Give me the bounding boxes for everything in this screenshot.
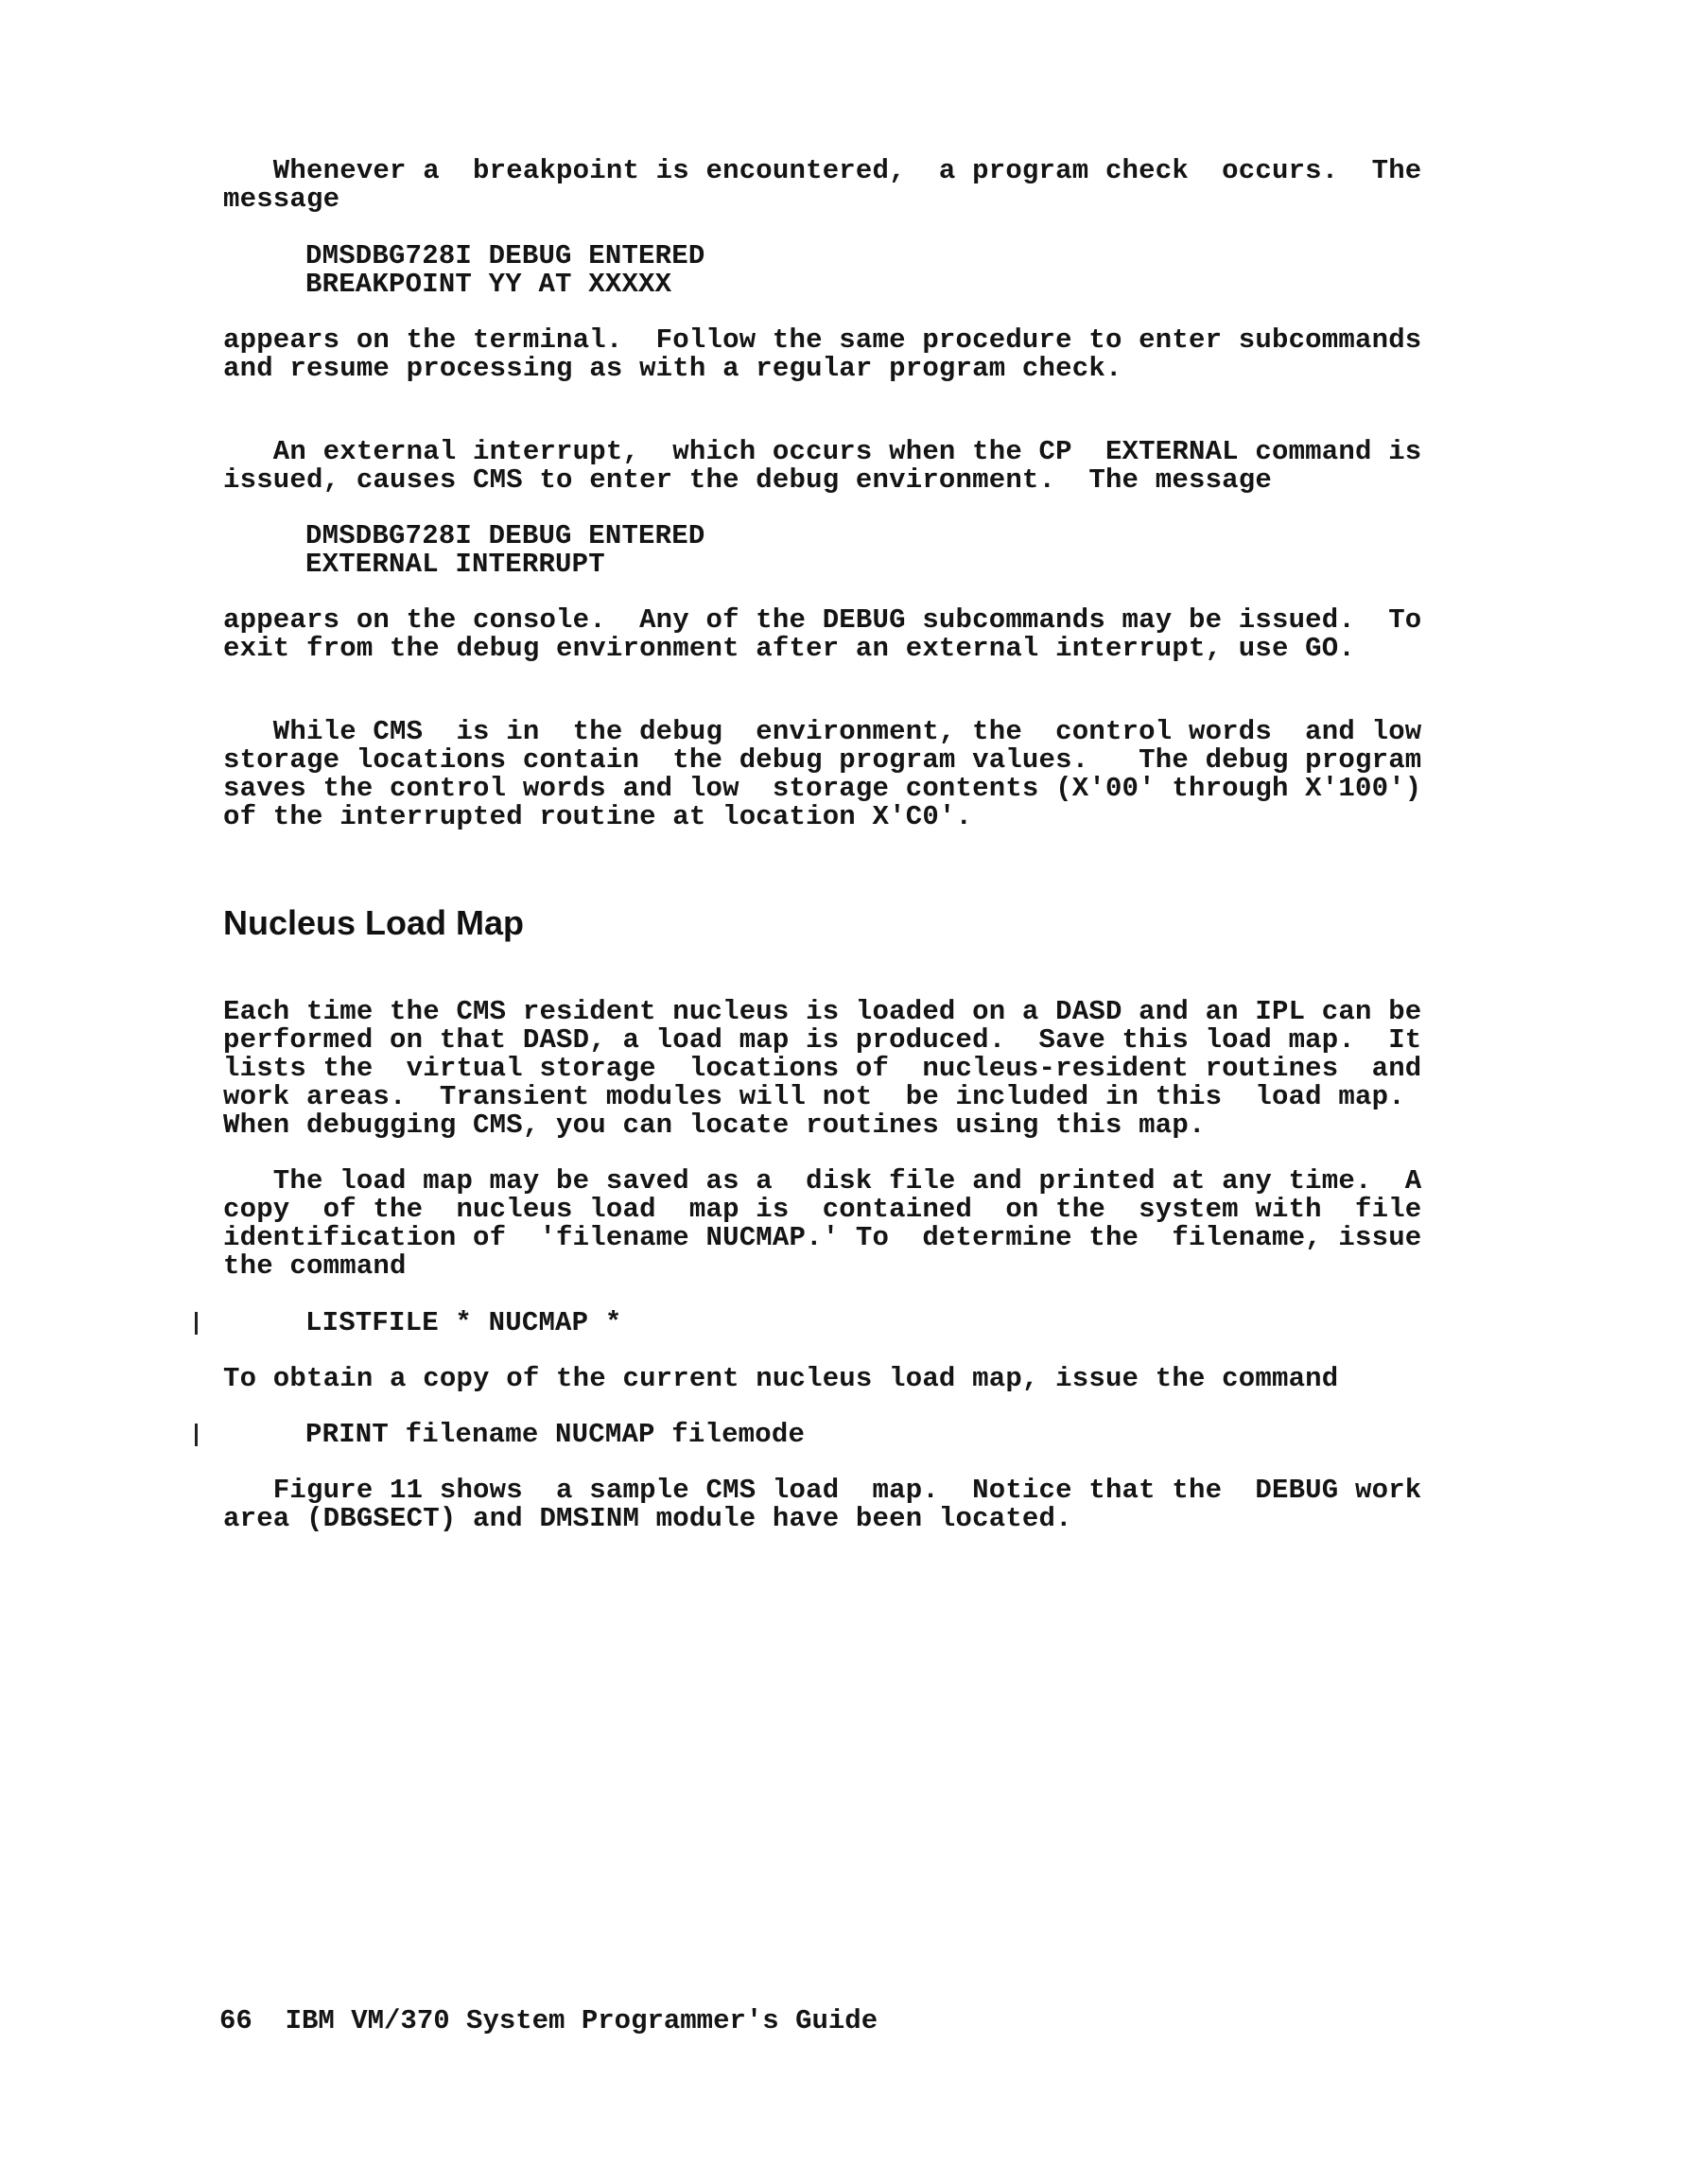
para4-line-2: performed on that DASD, a load map is produced. Save this load map. It bbox=[223, 1024, 1422, 1056]
para3-line-1: While CMS is in the debug environment, the control words and low bbox=[223, 716, 1422, 747]
para1b-line-1: appears on the terminal. Follow the same procedure to enter subcommands bbox=[223, 324, 1422, 356]
para2b-line-1: appears on the console. Any of the DEBUG subcommands may be issued. To bbox=[223, 604, 1422, 636]
message-code-line-4: EXTERNAL INTERRUPT bbox=[305, 549, 605, 580]
para1-line-2: message bbox=[223, 183, 340, 215]
message-code-line-2: BREAKPOINT YY AT XXXXX bbox=[305, 269, 672, 300]
message-code-line-1: DMSDBG728I DEBUG ENTERED bbox=[305, 240, 705, 271]
para2-line-2: issued, causes CMS to enter the debug environment. The message bbox=[223, 464, 1272, 496]
para7-line-1: Figure 11 shows a sample CMS load map. Notice that the DEBUG work bbox=[223, 1475, 1422, 1506]
command-print: PRINT filename NUCMAP filemode bbox=[305, 1419, 806, 1450]
message-code-line-3: DMSDBG728I DEBUG ENTERED bbox=[305, 520, 705, 551]
section-heading: Nucleus Load Map bbox=[223, 903, 525, 942]
para3-line-4: of the interrupted routine at location X'C0'. bbox=[223, 801, 973, 832]
para5-line-3: identification of 'filename NUCMAP.' To determine the filename, issue bbox=[223, 1222, 1422, 1253]
para2-line-1: An external interrupt, which occurs when the CP EXTERNAL command is bbox=[223, 436, 1422, 467]
para3-line-3: saves the control words and low storage contents (X'00' through X'100') bbox=[223, 773, 1422, 804]
revision-bar bbox=[195, 1424, 198, 1446]
revision-bar bbox=[195, 1312, 198, 1335]
para5-line-1: The load map may be saved as a disk file and printed at any time. A bbox=[223, 1165, 1422, 1197]
para5-line-4: the command bbox=[223, 1250, 407, 1282]
command-listfile: LISTFILE * NUCMAP * bbox=[305, 1307, 622, 1338]
para6-line: To obtain a copy of the current nucleus load map, issue the command bbox=[223, 1363, 1339, 1394]
para3-line-2: storage locations contain the debug program values. The debug program bbox=[223, 744, 1422, 776]
para4-line-5: When debugging CMS, you can locate routines using this map. bbox=[223, 1109, 1206, 1141]
para1-line-1: Whenever a breakpoint is encountered, a program check occurs. The bbox=[223, 155, 1422, 186]
para4-line-4: work areas. Transient modules will not be included in this load map. bbox=[223, 1081, 1405, 1112]
para7-line-2: area (DBGSECT) and DMSINM module have been located. bbox=[223, 1503, 1072, 1534]
para5-line-2: copy of the nucleus load map is contained on the system with file bbox=[223, 1194, 1422, 1225]
para1b-line-2: and resume processing as with a regular program check. bbox=[223, 353, 1122, 384]
para4-line-1: Each time the CMS resident nucleus is loaded on a DASD and an IPL can be bbox=[223, 996, 1422, 1027]
page-footer: 66 IBM VM/370 System Programmer's Guide bbox=[219, 2005, 878, 2036]
para4-line-3: lists the virtual storage locations of nucleus-resident routines and bbox=[223, 1053, 1422, 1084]
para2b-line-2: exit from the debug environment after an external interrupt, use GO. bbox=[223, 633, 1355, 664]
